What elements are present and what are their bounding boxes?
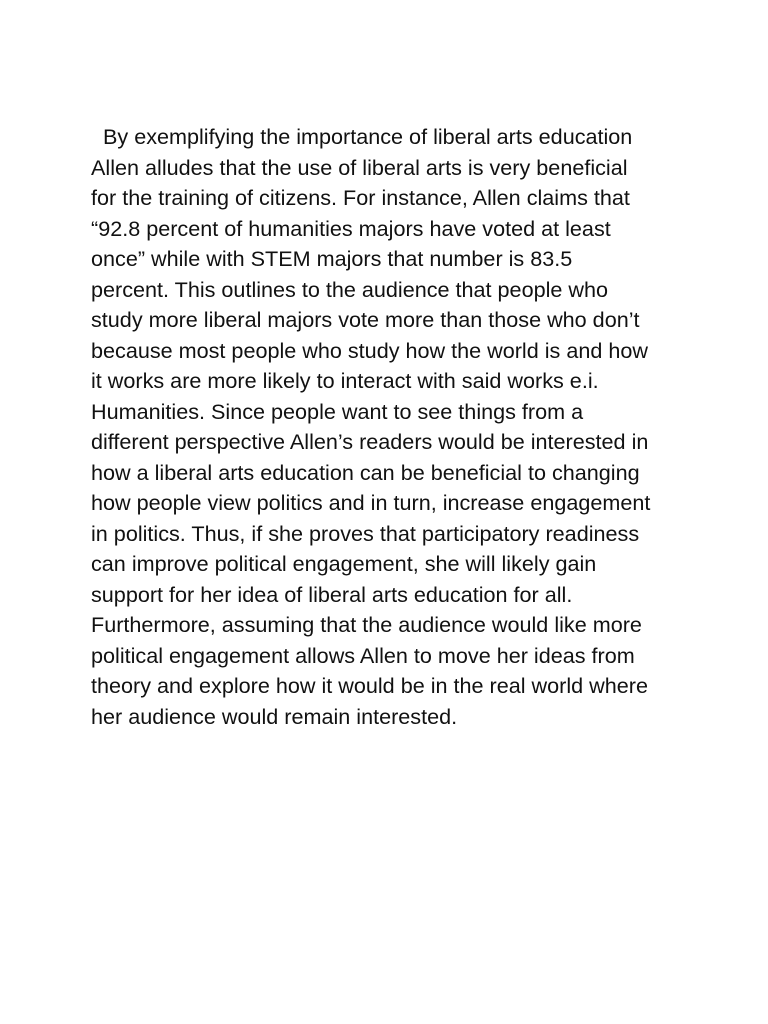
paragraph-line: because most people who study how the world is and how (91, 337, 648, 363)
body-paragraph (91, 122, 691, 732)
paragraph-line: once” while with STEM majors that number is 83.5 (91, 246, 573, 271)
paragraph-line: Humanities. Since people want to see things from a (91, 398, 584, 424)
paragraph-line: By exemplifying the importance of liberal arts education (91, 124, 633, 149)
paragraph-line: how a liberal arts education can be beneficial to changing (91, 459, 640, 485)
paragraph-line: “92.8 percent of humanities majors have voted at least (91, 215, 611, 241)
paragraph-line: can improve political engagement, she will likely gain (91, 551, 597, 576)
paragraph-line: study more liberal majors vote more than those who don’t (91, 307, 640, 332)
paragraph-line: for the training of citizens. For instance, Allen claims that (91, 185, 630, 210)
paragraph-line: different perspective Allen’s readers would be interested in (91, 429, 649, 454)
paragraph-line: in politics. Thus, if she proves that participatory readiness (91, 520, 640, 546)
paragraph-line: theory and explore how it would be in the real world where (91, 673, 648, 698)
paragraph-line: Allen alludes that the use of liberal arts is very beneficial (91, 154, 628, 180)
paragraph-line: political engagement allows Allen to move her ideas from (91, 642, 635, 668)
paragraph-line: Furthermore, assuming that the audience would like more (91, 612, 642, 637)
paragraph-line: support for her idea of liberal arts education for all. (91, 581, 573, 607)
paragraph-line: her audience would remain interested. (91, 703, 458, 729)
paragraph-line: it works are more likely to interact with said works e.i. (91, 368, 599, 393)
paragraph-line: how people view politics and in turn, increase engagement (91, 490, 651, 515)
paragraph-line: percent. This outlines to the audience that people who (91, 276, 609, 302)
